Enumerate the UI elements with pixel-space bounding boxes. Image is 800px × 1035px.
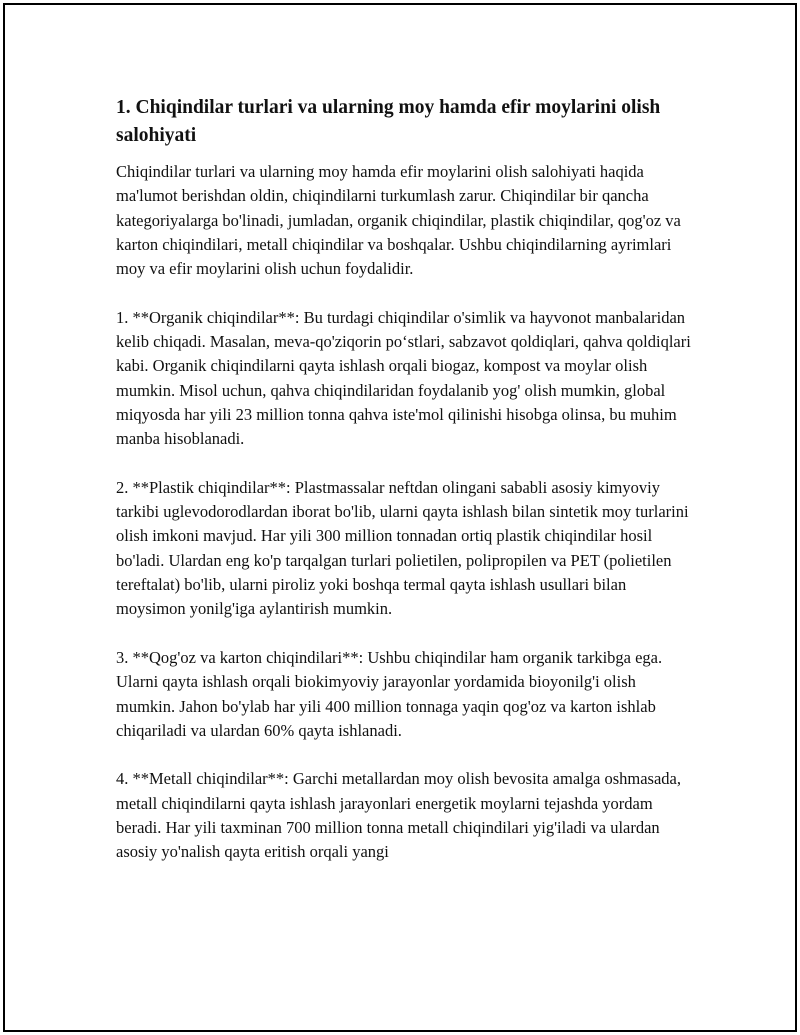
document-body <box>116 94 691 889</box>
paragraph-paper-waste: 3. **Qog'oz va karton chiqindilari**: Ushbu chiqindilar ham organik tarkibga ega. Ularni qayta ishlash orqali biokimyoviy jarayonlar yordamida bioyonilg'i olish mumkin. Jahon bo'ylab har yili 400 million tonnaga yaqin qog'oz va karton ishlab chiqariladi va ulardan 60% qayta ishlanadi. <box>116 647 663 740</box>
paragraph-intro: Chiqindilar turlari va ularning moy hamda efir moylarini olish salohiyati haqida ma'lumot berishdan oldin, chiqindilarni turkumlash zarur. Chiqindilar bir qancha kategoriyalarga bo'linadi, jumladan, organik chiqindilar, plastik chiqindilar, qog'oz va karton chiqindilari, metall chiqindilar va boshqalar. Ushbu chiqindilarning ayrimlari moy va efir moylarini olish uchun foydalidir. <box>116 162 681 279</box>
paragraph-metal-waste: 4. **Metall chiqindilar**: Garchi metallardan moy olish bevosita amalga oshmasada, metall chiqindilarni qayta ishlash jarayonlari energetik moylarni tejashda yordam beradi. Har yili taxminan 700 million tonna metall chiqindilari yig'iladi va ulardan asosiy yo'nalish qayta eritish orqali yangi <box>116 769 681 862</box>
document-title: 1. Chiqindilar turlari va ularning moy hamda efir moylarini olish salohiyati <box>116 97 661 146</box>
paragraph-plastic-waste: 2. **Plastik chiqindilar**: Plastmassalar neftdan olingani sababli asosiy kimyoviy tarkibi uglevodorodlardan iborat bo'lib, ularni qayta ishlash bilan sintetik moy turlarini olish imkoni mavjud. Har yili 300 million tonnadan ortiq plastik chiqindilar hosil bo'ladi. Ulardan eng ko'p tarqalgan turlari polietilen, polipropilen va PET (polietilen tereftalat) bo'lib, ularni piroliz yoki boshqa termal qayta ishlash usullari bilan moysimon yonilg'iga aylantirish mumkin. <box>116 477 689 619</box>
paragraph-organic-waste: 1. **Organik chiqindilar**: Bu turdagi chiqindilar o'simlik va hayvonot manbalaridan kelib chiqadi. Masalan, meva-qo'ziqorin po‘stlari, sabzavot qoldiqlari, qahva qoldiqlari kabi. Organik chiqindilarni qayta ishlash orqali biogaz, kompost va moylar olish mumkin. Misol uchun, qahva chiqindilaridan foydalanib yog' olish mumkin, global miqyosda har yili 23 million tonna qahva iste'mol qilinishi hisobga olinsa, bu muhim manba hisoblanadi. <box>116 307 691 449</box>
